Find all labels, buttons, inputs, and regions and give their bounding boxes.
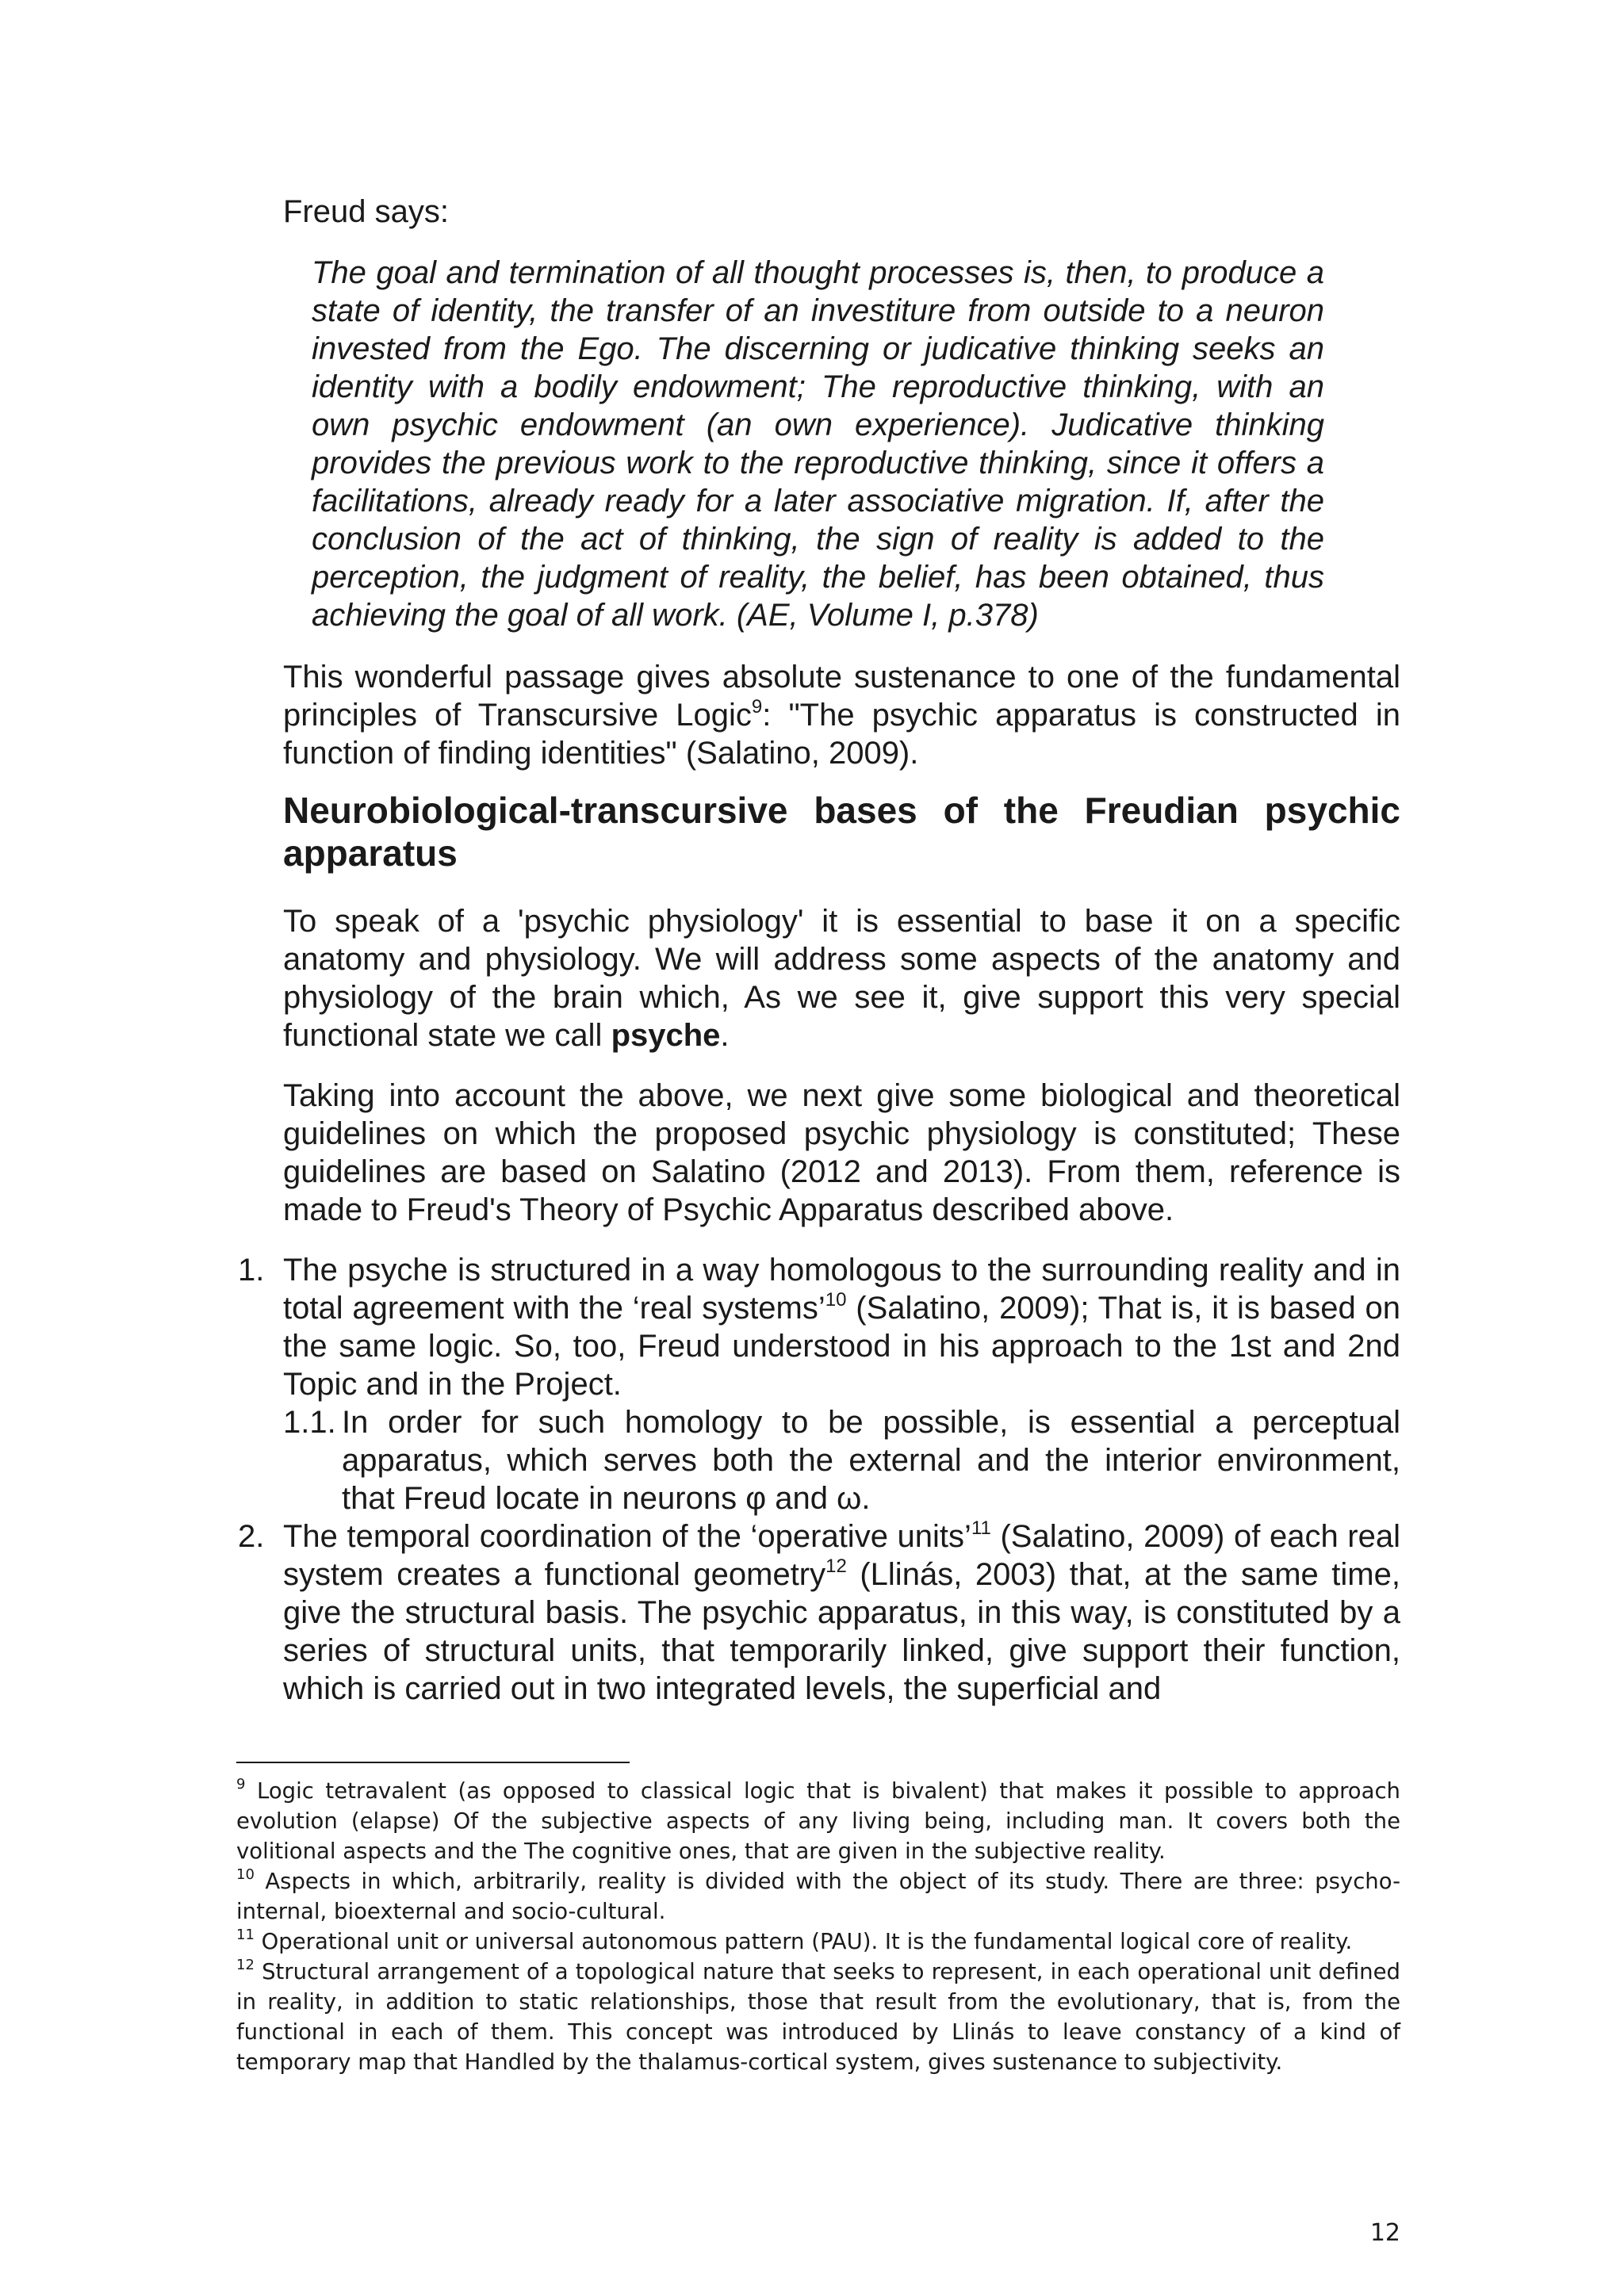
quote-intro: Freud says:	[283, 194, 449, 229]
footnote-ref-10[interactable]: 10	[825, 1288, 847, 1311]
footnote-9	[236, 1776, 1400, 1866]
list-number: 1.	[238, 1253, 265, 1288]
list-item-1-1	[283, 1403, 1400, 1517]
list-text-part: (Salatino, 2009) of each real system creates a functional geometry	[283, 1519, 1400, 1592]
footnote-text: Structural arrangement of a topological nature that seeks to represent, in each operational unit defined in reality, in addition to static relationships, those that result from the evolutionary, that is, from the functional in each of them. This concept was introduced by Llinás to leave constancy of a kind of temporary map that Handled by the thalamus-cortical system, gives sustenance to subjectivity.	[236, 1959, 1400, 2075]
footnote-number: 11	[236, 1926, 255, 1943]
footnote-10	[236, 1866, 1400, 1927]
freud-block-quote: The goal and termination of all thought processes is, then, to produce a state of identity, the transfer of an investiture from outside to a neuron invested from the Ego. The discerning or judicative thinking seeks an identity with a bodily endowment; The reproductive thinking, with an own psychic endowment (an own experience). Judicative thinking provides the previous work to the reproductive thinking, since it offers a facilitations, already ready for a later associative migration. If, after the conclusion of the act of thinking, the sign of reality is added to the perception, the judgment of reality, the belief, has been obtained, thus achieving the goal of all work. (AE, Volume I, p.378)	[312, 255, 1324, 633]
paragraph-psychic-physiology	[283, 902, 1400, 1054]
paragraph-transcursive-logic	[283, 658, 1400, 772]
footnote-ref-11[interactable]: 11	[971, 1517, 991, 1539]
paragraph-text: This wonderful passage gives absolute sustenance to one of the fundamental principles of Transcursive Logic	[283, 660, 1400, 733]
paragraph-text: .	[720, 1018, 730, 1053]
page-number: 12	[1369, 2219, 1400, 2247]
footnote-12	[236, 1957, 1400, 2077]
list-number: 2.	[238, 1519, 265, 1554]
footnote-11	[236, 1927, 1400, 1957]
section-heading: Neurobiological-transcursive bases of the Freudian psychic apparatus	[283, 790, 1400, 874]
list-text-part: (Salatino, 2009); That is, it is based on the same logic. So, too, Freud understood in his approach to the 1st and 2nd Topic and in the Project.	[283, 1291, 1400, 1402]
list-item-1	[238, 1251, 1400, 1403]
paragraph-text: To speak of a 'psychic physiology' it is essential to base it on a specific anatomy and physiology. We will address some aspects of the anatomy and physiology of the brain which, As we see it, give support this very special functional state we call	[283, 904, 1400, 1053]
footnotes	[236, 1776, 1400, 2077]
footnote-number: 12	[236, 1956, 255, 1973]
footnote-text: Logic tetravalent (as opposed to classical logic that is bivalent) that makes it possible to approach evolution (elapse) Of the subjective aspects of any living being, including man. It covers both the volitional aspects and the The cognitive ones, that are given in the subjective reality.	[236, 1778, 1400, 1864]
footnote-ref-12[interactable]: 12	[825, 1555, 847, 1577]
paragraph-text: : "The psychic apparatus is constructed in function of finding identities" (Salatino, 2009).	[283, 698, 1400, 771]
footnote-text: Aspects in which, arbitrarily, reality is divided with the object of its study. There are three: psycho-internal, bioexternal and socio-cultural.	[236, 1869, 1400, 1924]
paragraph-guidelines: Taking into account the above, we next give some biological and theoretical guidelines on which the proposed psychic physiology is constituted; These guidelines are based on Salatino (2012 and 2013). From them, reference is made to Freud's Theory of Psychic Apparatus described above.	[283, 1078, 1400, 1227]
list-number: 1.1.	[283, 1405, 336, 1440]
footnote-ref-9[interactable]: 9	[751, 695, 763, 718]
footnote-text: Operational unit or universal autonomous pattern (PAU). It is the fundamental logical core of reality.	[254, 1929, 1353, 1954]
list-item-2	[238, 1517, 1400, 1708]
footnote-number: 9	[236, 1775, 246, 1793]
bold-term: psyche	[611, 1018, 721, 1053]
list-item-text: In order for such homology to be possible, is essential a perceptual apparatus, which serves both the external and the interior environment, that Freud locate in neurons φ and ω.	[342, 1405, 1400, 1516]
list-text-part: (Llinás, 2003) that, at the same time, give the structural basis. The psychic apparatus, in this way, is constituted by a series of structural units, that temporarily linked, give support their function, which is carried out in two integrated levels, the superficial and	[283, 1557, 1400, 1706]
list-item-text	[283, 1517, 1400, 1708]
list-text-part: The temporal coordination of the ‘operative units’	[283, 1519, 971, 1554]
list-text-part: The psyche is structured in a way homologous to the surrounding reality and in total agreement with the ‘real systems’	[283, 1253, 1400, 1326]
list-item-text	[283, 1251, 1400, 1403]
footnote-number: 10	[236, 1866, 255, 1883]
footnote-separator	[236, 1762, 630, 1763]
